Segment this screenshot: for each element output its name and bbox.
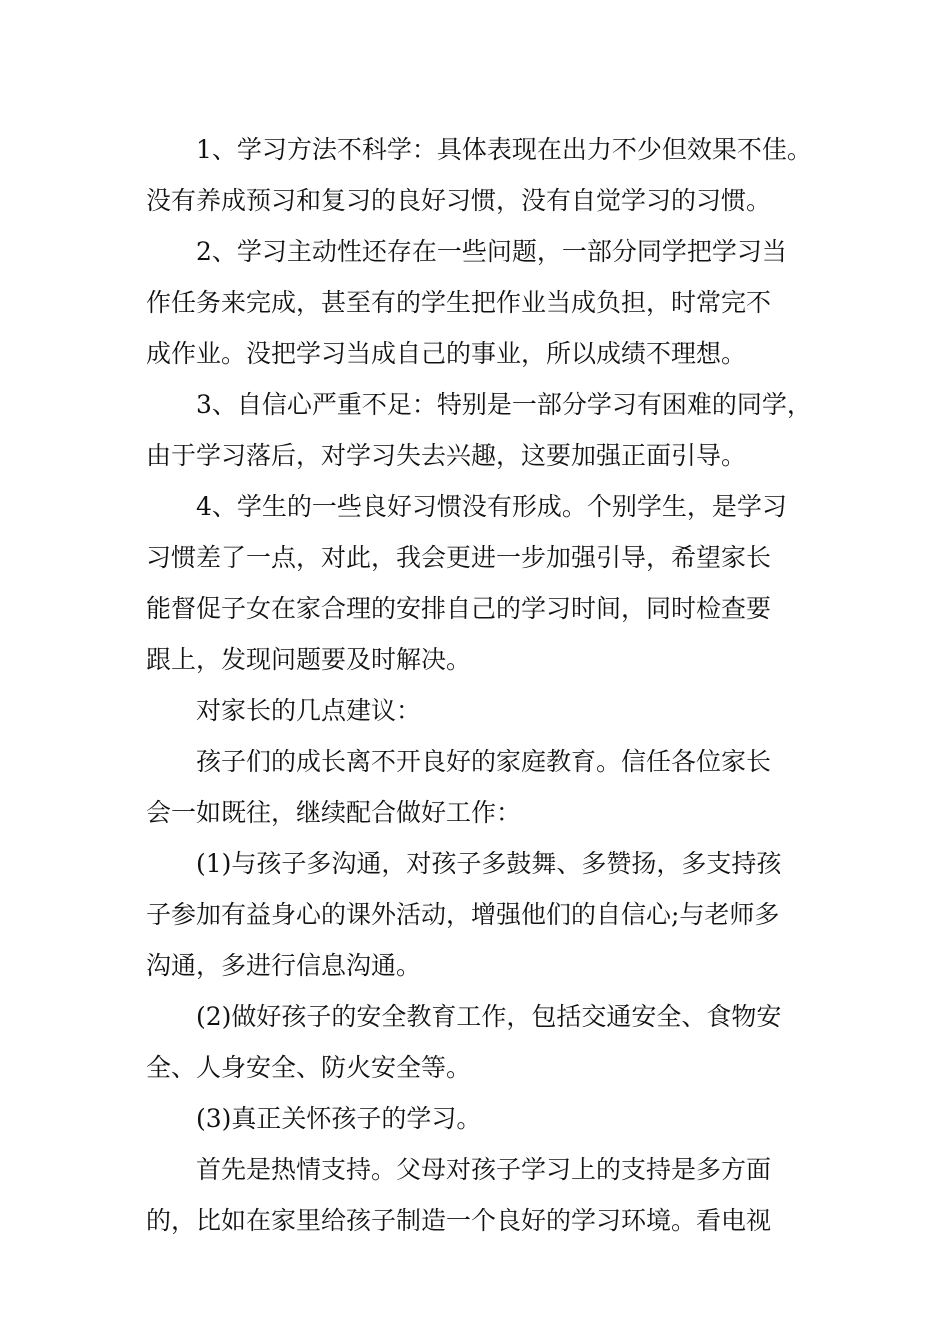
text-line: 1、学习方法不科学：具体表现在出力不少但效果不佳。 bbox=[196, 135, 812, 164]
text-line: 能督促子女在家合理的安排自己的学习时间，同时检查要 bbox=[146, 594, 772, 623]
text-line: 2、学习主动性还存在一些问题，一部分同学把学习当 bbox=[196, 237, 787, 266]
text-line: 没有养成预习和复习的良好习惯，没有自觉学习的习惯。 bbox=[146, 186, 772, 215]
text-line: 对家长的几点建议： bbox=[196, 696, 422, 725]
text-line: 全、人身安全、防火安全等。 bbox=[146, 1053, 472, 1082]
document-page bbox=[146, 124, 826, 1246]
text-line: 沟通，多进行信息沟通。 bbox=[146, 951, 422, 980]
text-line: 由于学习落后，对学习失去兴趣，这要加强正面引导。 bbox=[146, 441, 747, 470]
text-line: 3、自信心严重不足：特别是一部分学习有困难的同学， bbox=[196, 390, 812, 419]
text-line: 首先是热情支持。父母对孩子学习上的支持是多方面 bbox=[196, 1155, 772, 1184]
text-line: 会一如既往，继续配合做好工作： bbox=[146, 798, 522, 827]
text-line: (1)与孩子多沟通，对孩子多鼓舞、多赞扬，多支持孩 bbox=[196, 849, 782, 878]
text-line: 的，比如在家里给孩子制造一个良好的学习环境。看电视 bbox=[146, 1206, 772, 1235]
text-line: 孩子们的成长离不开良好的家庭教育。信任各位家长 bbox=[196, 747, 772, 776]
text-line: (2)做好孩子的安全教育工作，包括交通安全、食物安 bbox=[196, 1002, 782, 1031]
text-line: 成作业。没把学习当成自己的事业，所以成绩不理想。 bbox=[146, 339, 747, 368]
text-line: 子参加有益身心的课外活动，增强他们的自信心;与老师多 bbox=[146, 900, 780, 929]
text-line: 习惯差了一点，对此，我会更进一步加强引导，希望家长 bbox=[146, 543, 772, 572]
text-line: (3)真正关怀孩子的学习。 bbox=[196, 1104, 482, 1133]
text-line: 4、学生的一些良好习惯没有形成。个别学生，是学习 bbox=[196, 492, 787, 521]
text-line: 跟上，发现问题要及时解决。 bbox=[146, 645, 472, 674]
text-line: 作任务来完成，甚至有的学生把作业当成负担，时常完不 bbox=[146, 288, 772, 317]
